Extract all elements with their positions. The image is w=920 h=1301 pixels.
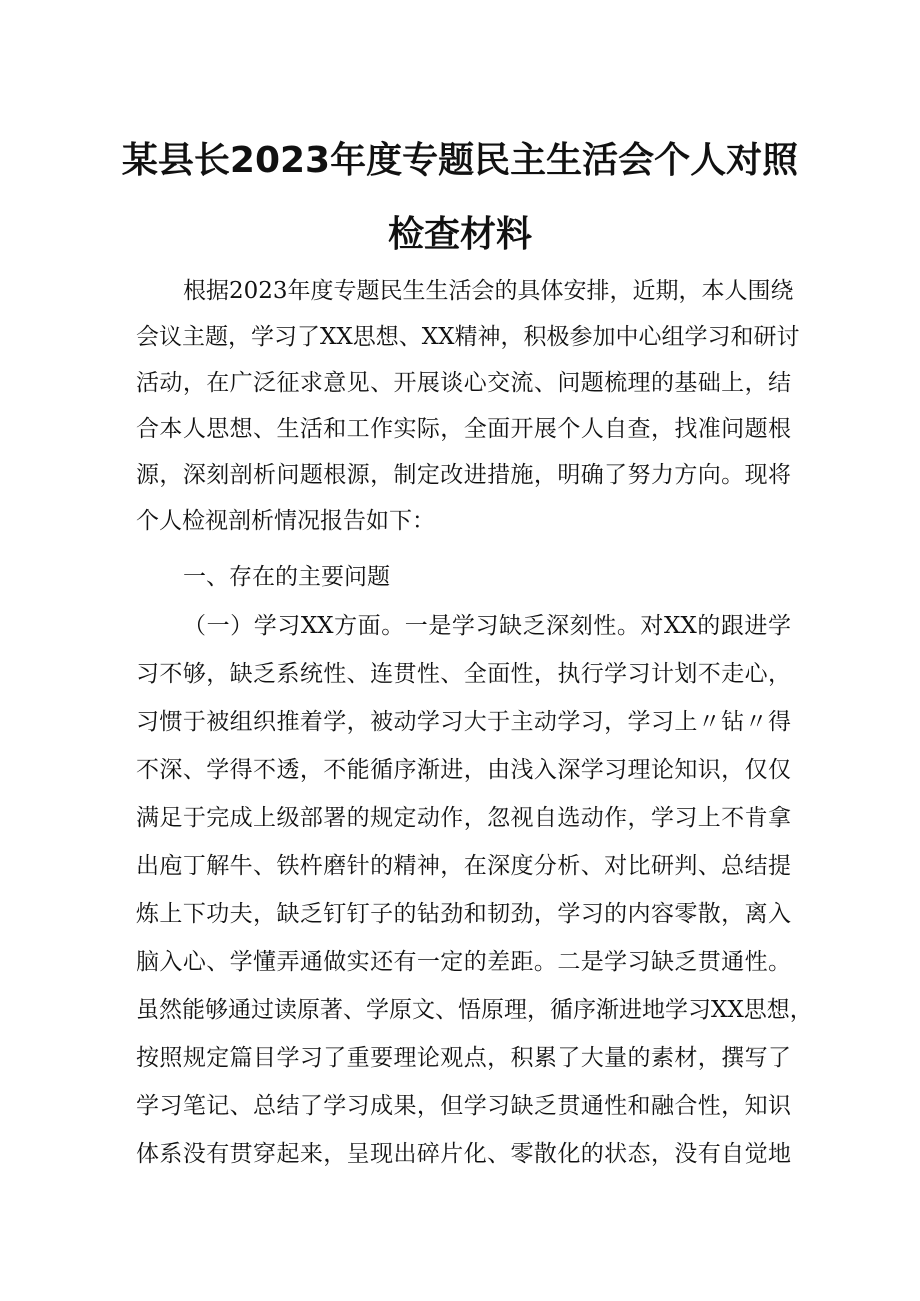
intro-paragraph-line: 活动，在广泛征求意见、开展谈心交流、问题梳理的基础上，结 <box>136 370 791 396</box>
intro-paragraph-line: 合本人思想、生活和工作实际，全面开展个人自查，找准问题根 <box>136 416 791 442</box>
body-paragraph-line: 学习笔记、总结了学习成果，但学习缺乏贯通性和融合性，知识 <box>136 1093 791 1119</box>
document-title-line-2: 检查材料 <box>387 214 532 255</box>
body-paragraph-line: 炼上下功夫，缺乏钉钉子的钻劲和韧劲，学习的内容零散，离入 <box>136 901 791 927</box>
intro-paragraph-line: 会议主题，学习了XX思想、XX精神，积极参加中心组学习和研讨 <box>136 324 800 350</box>
intro-paragraph-line: 源，深刻剖析问题根源，制定改进措施，明确了努力方向。现将 <box>136 462 791 488</box>
section-heading: 一、存在的主要问题 <box>183 564 390 590</box>
body-paragraph-line: 虽然能够通过读原著、学原文、悟原理，循序渐进地学习XX思想， <box>136 997 813 1023</box>
body-paragraph-line: 满足于完成上级部署的规定动作，忽视自选动作，学习上不肯拿 <box>136 805 791 831</box>
intro-paragraph-line: 个人检视剖析情况报告如下： <box>136 508 435 534</box>
body-paragraph-line: 脑入心、学懂弄通做实还有一定的差距。二是学习缺乏贯通性。 <box>136 949 791 975</box>
body-paragraph-line: （一）学习XX方面。一是学习缺乏深刻性。对XX的跟进学 <box>183 613 791 639</box>
body-paragraph-line: 习惯于被组织推着学，被动学习大于主动学习，学习上〃钻〃得 <box>136 709 791 735</box>
body-paragraph-line: 习不够，缺乏系统性、连贯性、全面性，执行学习计划不走心， <box>136 661 791 687</box>
body-paragraph-line: 体系没有贯穿起来，呈现出碎片化、零散化的状态，没有自觉地 <box>136 1141 791 1167</box>
body-paragraph-line: 按照规定篇目学习了重要理论观点，积累了大量的素材，撰写了 <box>136 1045 791 1071</box>
document-title-line-1: 某县长2023年度专题民主生活会个人对照 <box>121 140 799 181</box>
intro-paragraph-line: 根据2023年度专题民生生活会的具体安排，近期，本人围绕 <box>183 278 794 304</box>
body-paragraph-line: 出庖丁解牛、铁杵磨针的精神，在深度分析、对比研判、总结提 <box>136 853 791 879</box>
body-paragraph-line: 不深、学得不透，不能循序渐进，由浅入深学习理论知识，仅仅 <box>136 757 791 783</box>
